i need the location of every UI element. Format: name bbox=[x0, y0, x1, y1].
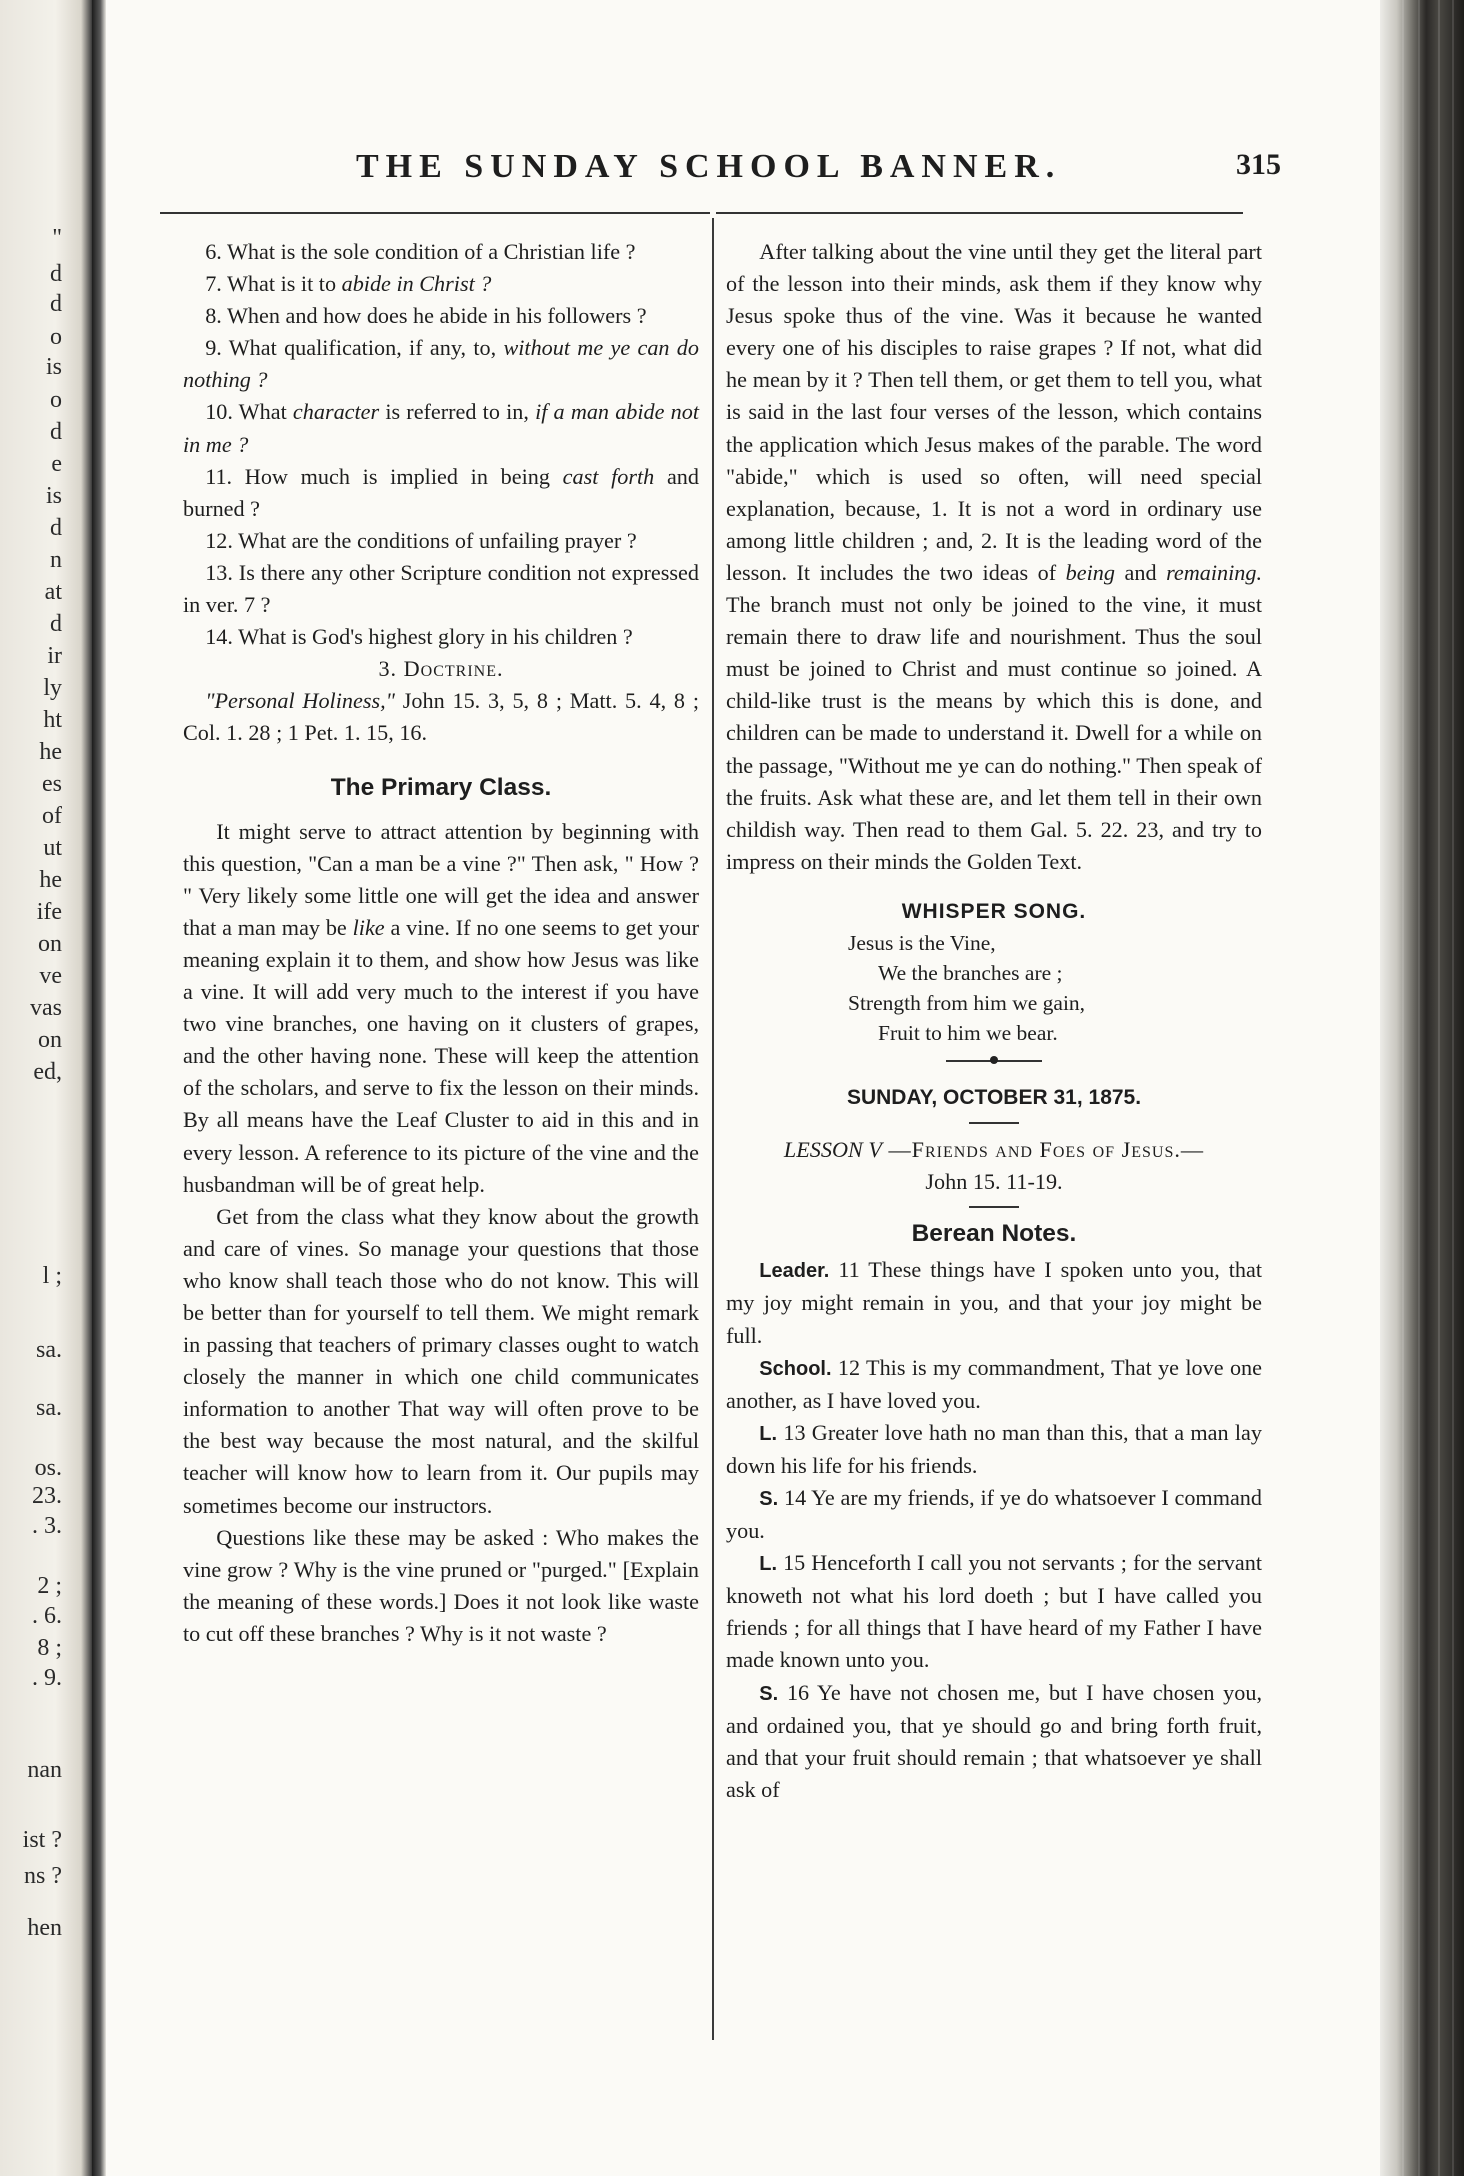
question-11-post: and burned ? bbox=[183, 463, 699, 521]
verse-text: 15 Henceforth I call you not servants ; for the servant knoweth not what his lord doeth ; but I have called you friends ; for all things that I have heard of my Father I have made known unto you. bbox=[726, 1550, 1262, 1673]
question-13: 13. Is there any other Scripture condition not expressed in ver. 7 ? bbox=[183, 559, 699, 618]
verse-speaker: L. bbox=[759, 1553, 778, 1576]
margin-fragment: d bbox=[50, 291, 62, 317]
verse-speaker: S. bbox=[759, 1488, 779, 1510]
margin-fragment: o bbox=[50, 387, 62, 413]
vine-text: After talking about the vine until they get the literal part of the lesson into their minds, ask them if they know why Jesus spoke thus of the vine. Was it because he wanted every one of his disciples to raise grapes ? If not, what did he mean by it ? Then tell them, or get them to tell you, what is said in the last four verses of the lesson, which contains the application which Jesus makes of the parable. The word "abide," which is used so often, will need special explanation, because, 1. It is not a word in ordinary use among little children ; and, 2. It is the leading word of the lesson. It includes the two ideas of bbox=[726, 239, 1262, 585]
song-line-2: We the branches are ; bbox=[878, 960, 1063, 985]
primary-p1-text: It might serve to attract attention by beginning with this question, "Can a man be a vine ?" Then ask, " How ? " Very likely some little one will get the idea and answer that a man may be bbox=[183, 818, 699, 940]
margin-fragment: of bbox=[42, 803, 62, 829]
question-10-emphasis-1: character bbox=[292, 399, 380, 425]
verse-item bbox=[726, 1547, 1262, 1676]
primary-p1-rest: a vine. If no one seems to get your meaning explain it to them, and show how Jesus was like a vine. It will add very much to the interest if you have two vine branches, one having on it clusters of grapes, and the other having none. These will keep the attention of the scholars, and serve to fix the lesson on their minds. By all means have the Leaf Cluster to aid in this and in every lesson. A reference to its picture of the vine and the husbandman will be of great help. bbox=[183, 914, 699, 1197]
margin-fragment: vas bbox=[30, 995, 62, 1021]
song-line-1: Jesus is the Vine, bbox=[848, 930, 996, 955]
lesson-reference: John 15. 11-19. bbox=[925, 1169, 1063, 1195]
ornament-divider bbox=[946, 1054, 1042, 1068]
vine-emphasis-remaining: remaining. bbox=[1166, 559, 1262, 585]
verse-list bbox=[726, 1254, 1262, 1806]
page-stack-edge bbox=[1380, 0, 1464, 2176]
question-7-text: 7. What is it to bbox=[205, 271, 342, 297]
margin-fragment: ns ? bbox=[24, 1863, 62, 1889]
margin-fragment: is bbox=[45, 483, 62, 509]
margin-fragment: ht bbox=[43, 707, 62, 733]
vine-mid: and bbox=[1114, 559, 1167, 585]
margin-fragment: e bbox=[51, 451, 62, 477]
verse-text: 12 This is my commandment, That ye love one another, as I have loved you. bbox=[726, 1354, 1262, 1413]
margin-fragment: ut bbox=[43, 835, 62, 861]
header-rule-right bbox=[716, 212, 1243, 214]
song-line-4: Fruit to him we bear. bbox=[878, 1020, 1058, 1045]
verse-speaker: School. bbox=[759, 1357, 832, 1380]
question-11-emphasis: cast forth bbox=[562, 463, 655, 489]
margin-fragment: d bbox=[50, 515, 62, 541]
question-10 bbox=[183, 396, 699, 460]
verse-text: 14 Ye are my friends, if ye do whatsoever I command you. bbox=[726, 1485, 1262, 1544]
margin-fragment: is bbox=[45, 354, 62, 380]
question-8: 8. When and how does he abide in his followers ? bbox=[205, 303, 647, 329]
running-title: THE SUNDAY SCHOOL BANNER. bbox=[356, 148, 1062, 185]
margin-fragment: hen bbox=[27, 1915, 62, 1941]
question-14: 14. What is God's highest glory in his children ? bbox=[205, 624, 633, 650]
margin-fragment: 8 ; bbox=[37, 1635, 62, 1661]
verse-speaker: S. bbox=[759, 1682, 779, 1705]
date-heading: SUNDAY, OCTOBER 31, 1875. bbox=[846, 1085, 1142, 1109]
song-line-3: Strength from him we gain, bbox=[848, 990, 1086, 1015]
primary-paragraph-3: Questions like these may be asked : Who makes the vine grow ? Why is the vine pruned or "purged." [Explain the meaning of these words.] Does it not look like waste to cut off these branches ? Why is it not waste ? bbox=[183, 1524, 699, 1646]
margin-fragment: he bbox=[39, 867, 62, 893]
margin-fragment: 2 ; bbox=[37, 1573, 62, 1599]
margin-fragment: l ; bbox=[42, 1263, 62, 1289]
margin-fragment: 23. bbox=[32, 1483, 62, 1509]
margin-fragment: on bbox=[38, 1027, 62, 1053]
margin-fragment: . 6. bbox=[32, 1603, 62, 1629]
margin-fragment: ly bbox=[43, 675, 62, 701]
lesson-number: LESSON V bbox=[783, 1137, 882, 1163]
question-7-emphasis: abide in Christ ? bbox=[341, 271, 492, 297]
margin-fragment: . 3. bbox=[32, 1513, 62, 1539]
doctrine-references bbox=[183, 685, 699, 749]
doctrine-heading: 3. Doctrine. bbox=[378, 656, 504, 682]
verse-item bbox=[726, 1254, 1262, 1351]
margin-fragment: he bbox=[39, 739, 62, 765]
margin-fragment: on bbox=[38, 931, 62, 957]
lesson-title bbox=[726, 1134, 1262, 1166]
page-number: 315 bbox=[1236, 148, 1281, 181]
margin-fragment: n bbox=[50, 547, 62, 573]
verse-speaker: L. bbox=[759, 1422, 778, 1445]
verse-speaker: Leader. bbox=[759, 1260, 830, 1283]
margin-fragment: sa. bbox=[36, 1337, 62, 1363]
column-divider bbox=[712, 218, 714, 2040]
primary-p1-emphasis: like bbox=[352, 914, 385, 940]
whisper-song-heading: WHISPER SONG. bbox=[901, 899, 1087, 923]
facing-page-edge bbox=[0, 0, 92, 2176]
vine-rest: The branch must not only be joined to the vine, it must remain there to draw life and nourishment. Thus the soul must be joined to Christ and must continue so joined. A child-like trust is the means by which this is done, and children can be made to understand it. Dwell for a while on the passage, "Without me ye can do nothing." Then speak of the fruits. Ask what these are, and let them tell in their own childish way. Then read to them Gal. 5. 22. 23, and try to impress on their minds the Golden Text. bbox=[726, 592, 1262, 874]
question-9 bbox=[183, 332, 699, 396]
margin-fragment: d bbox=[50, 419, 62, 445]
question-12: 12. What are the conditions of unfailing prayer ? bbox=[205, 527, 637, 553]
vine-emphasis-being: being bbox=[1065, 559, 1115, 585]
question-10-mid: is referred to in, bbox=[379, 399, 536, 425]
question-10-emphasis-2: if a man abide not in me ? bbox=[183, 399, 700, 457]
margin-fragment: es bbox=[42, 771, 62, 797]
short-rule bbox=[969, 1122, 1019, 1124]
running-head bbox=[256, 148, 1281, 188]
margin-fragment: . 9. bbox=[32, 1665, 62, 1691]
verse-item bbox=[726, 1352, 1262, 1417]
margin-fragment: os. bbox=[34, 1455, 62, 1481]
primary-paragraph-2: Get from the class what they know about the growth and care of vines. So manage your questions that those who know shall teach those who do not know. This will be better than for yourself to tell them. We might remark in passing that teachers of primary classes ought to watch closely the manner in which one child communicates information to another That way will often prove to be the best way because the most natural, and the skilful teacher will know how to learn from it. Our pupils may sometimes become our instructors. bbox=[183, 1203, 699, 1518]
margin-fragment: ve bbox=[39, 963, 62, 989]
header-rule-left bbox=[160, 212, 710, 214]
margin-fragment: d bbox=[50, 611, 62, 637]
margin-fragment: " bbox=[52, 225, 62, 251]
question-11 bbox=[183, 461, 699, 525]
left-column bbox=[183, 236, 699, 1650]
question-10-text: 10. What bbox=[205, 399, 293, 425]
verse-text: 16 Ye have not chosen me, but I have chosen you, and ordained you, that ye should go and bring forth fruit, and that your fruit should remain ; that whatsoever ye shall ask of bbox=[726, 1679, 1262, 1802]
margin-fragment: ife bbox=[36, 899, 62, 925]
margin-fragment: ist ? bbox=[22, 1827, 62, 1853]
question-6: 6. What is the sole condition of a Christian life ? bbox=[205, 239, 636, 264]
question-7 bbox=[183, 268, 699, 300]
question-9-text: 9. What qualification, if any, to, bbox=[205, 335, 504, 361]
berean-notes-heading: Berean Notes. bbox=[911, 1220, 1077, 1248]
book-gutter bbox=[92, 0, 106, 2176]
verse-item bbox=[726, 1677, 1262, 1806]
margin-fragment: d bbox=[50, 261, 62, 287]
margin-fragment: o bbox=[50, 324, 62, 350]
doctrine-refs: John 15. 3, 5, 8 ; Matt. 5. 4, 8 ; Col. 1. 28 ; 1 Pet. 1. 15, 16. bbox=[183, 688, 699, 746]
margin-fragment: ir bbox=[47, 643, 62, 669]
primary-class-heading: The Primary Class. bbox=[330, 773, 552, 801]
verse-item bbox=[726, 1482, 1262, 1547]
margin-fragment: sa. bbox=[36, 1395, 62, 1421]
right-column bbox=[726, 236, 1262, 1806]
margin-fragment: nan bbox=[27, 1757, 62, 1783]
verse-text: 11 These things have I spoken unto you, that my joy might remain in you, and that your joy might be full. bbox=[726, 1257, 1262, 1348]
vine-paragraph bbox=[726, 236, 1262, 878]
question-9-emphasis: without me ye can do nothing ? bbox=[183, 335, 699, 393]
question-11-text: 11. How much is implied in being bbox=[205, 463, 563, 489]
primary-paragraph-1 bbox=[183, 816, 699, 1201]
margin-fragment: ed, bbox=[33, 1059, 62, 1085]
margin-fragment: at bbox=[44, 579, 62, 605]
verse-text: 13 Greater love hath no man than this, that a man lay down his life for his friends. bbox=[726, 1419, 1262, 1478]
lesson-subject: —Friends and Foes of Jesus.— bbox=[881, 1137, 1205, 1163]
short-rule-2 bbox=[969, 1206, 1019, 1208]
doctrine-title: "Personal Holiness," bbox=[205, 688, 395, 714]
verse-item bbox=[726, 1417, 1262, 1482]
